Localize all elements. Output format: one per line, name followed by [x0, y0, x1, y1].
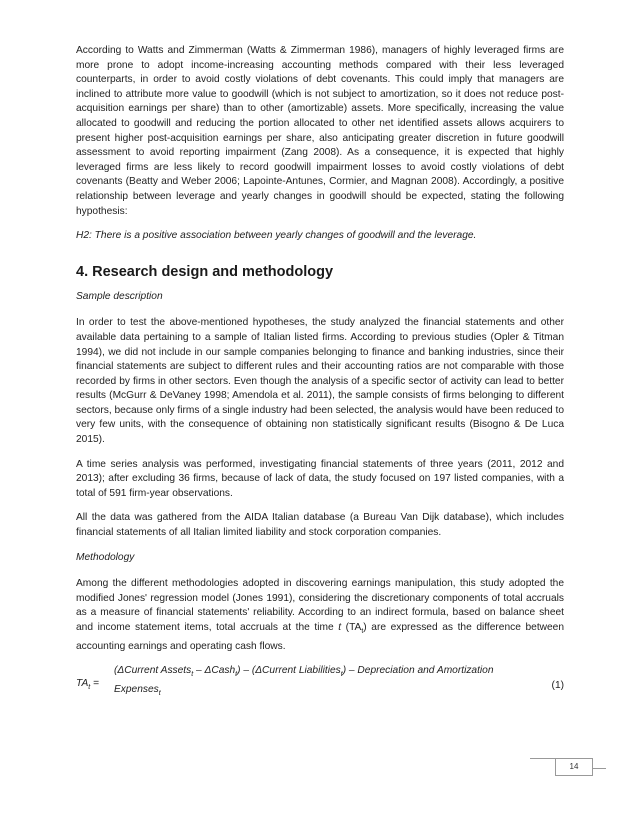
paragraph-time-series: A time series analysis was performed, investigating financial statements of three years (2011, 2012 and 2013); after excluding 36 firms, because of lack of data, the study focused on 197 listed companies, with a total of 591 firm-year observations. — [76, 458, 564, 499]
hypothesis-h2: H2: There is a positive association between yearly changes of goodwill and the leverage. — [76, 230, 477, 242]
equation-rhs: (ΔCurrent Assets$_t$ – ΔCash$_t$) – (ΔCurrent Liabilities$_t$) – Depreciation and Amortization Expenses$_t$ — [114, 665, 494, 697]
equation-number: (1) — [551, 680, 564, 692]
subheading-sample: Sample description — [76, 290, 163, 302]
equation-lhs: $TA_t$ = — [76, 678, 99, 692]
paragraph-methodology: Among the different methodologies adopted in discovering earnings manipulation, this study adopted the modified Jones' regression model (Jones 1991), considering the discretionary components of total accruals as a measure of financial statements' reliability. According to an indirect formula, based on balance sheet and income statement items, total accruals at the time t $(TA_t)$ are expressed as the difference between accounting earnings and operating cash flows. — [76, 578, 565, 652]
paragraph-sample: In order to test the above-mentioned hypotheses, the study analyzed the financial statements and other available data pertaining to a sample of Italian listed firms. According to previous studies (Opler & Titman 1994), we did not include in our sample companies belonging to finance and banking industries, since their financial statements are subject to different rules and their accounting ratios are not comparable with those recorded by firms in other sectors. Even though the analysis of a specific sector of activity can lead to better results (McGurr & DeVaney 1998; Amendola et al. 2011), the sample consists of firms belonging to different sectors, because only firms of a single industry had been selected, the analysis would have been reduced to very few units, with the consequence of obtaining non statistically significant results (Bisogno & De Luca 2015). — [76, 317, 564, 446]
subheading-methodology: Methodology — [76, 551, 135, 563]
paper-page — [76, 44, 564, 704]
paragraph-database: All the data was gathered from the AIDA Italian database (a Bureau Van Dijk database), which includes financial statements of all Italian limited liability and stock corporation companies. — [76, 512, 564, 539]
section-title: 4. Research design and methodology — [76, 263, 334, 280]
page-number: 14 — [555, 758, 593, 776]
paragraph-leverage: According to Watts and Zimmerman (Watts & Zimmerman 1986), managers of highly leveraged firms are more prone to adopt income-increasing accounting methods compared with their less leveraged counterparts, in order to avoid costly violations of debt covenants. This could imply that managers are inclined to attribute more value to goodwill (which is not subject to amortization, so it does not reduce post-acquisition earnings per share) than to other (amortizable) assets. More specifically, increasing the value allocated to goodwill and reducing the portion allocated to other net identified assets allows acquirers to present higher post-acquisition earnings per share, also anticipating greater discretion in future goodwill assessment to avoid reporting impairment (Zang 2008). As a consequence, it is expected that highly leveraged firms are less likely to record goodwill impairment losses to avoid costly violations of debt covenants (Beatty and Weber 2006; Lapointe-Antunes, Cormier, and Magnan 2008). Accordingly, a positive relationship between leverage and yearly changes in goodwill should be expected, stating the following hypothesis: — [76, 45, 564, 217]
equation-1 — [76, 664, 564, 704]
